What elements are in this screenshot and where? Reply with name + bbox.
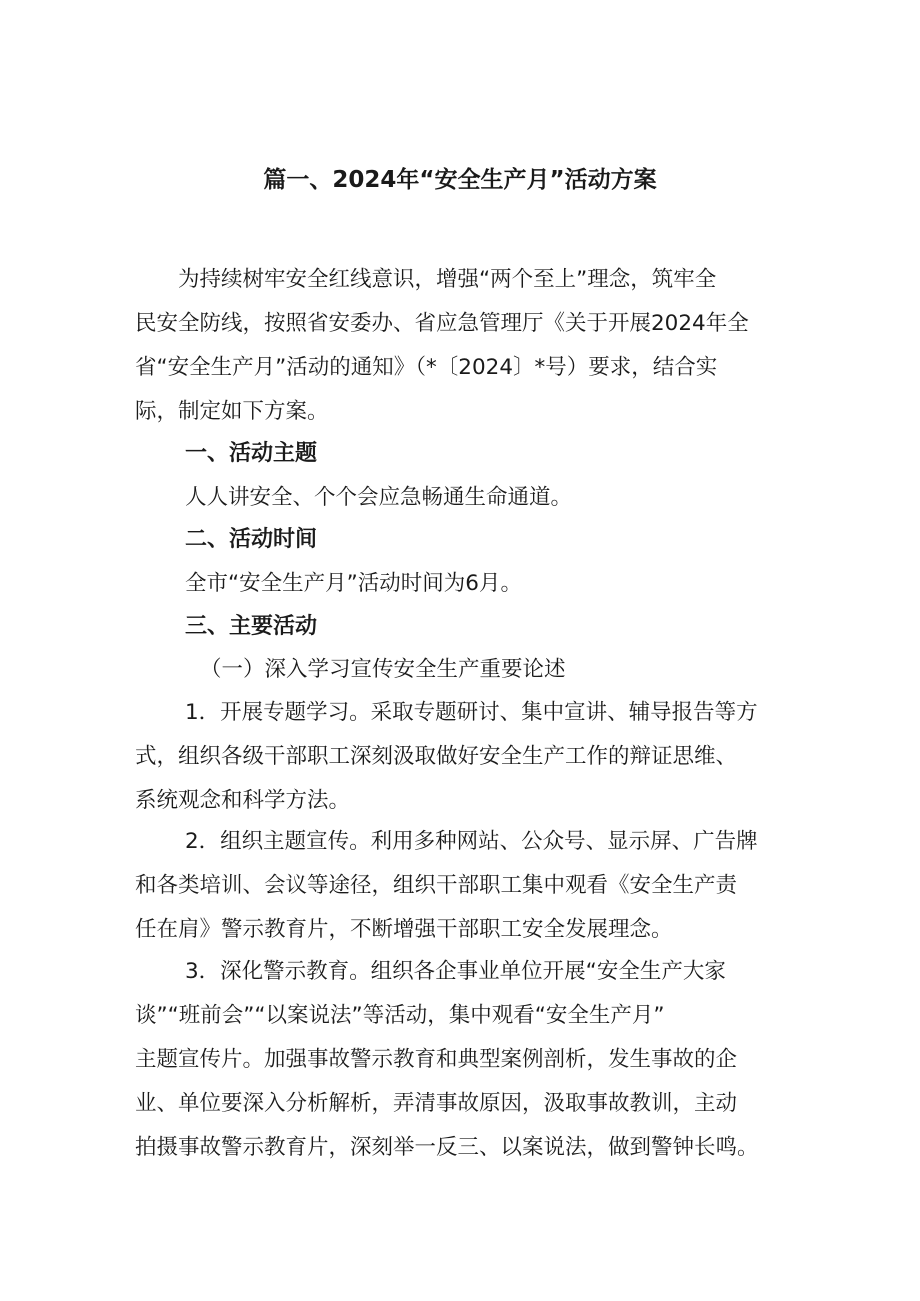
- item-line: 和各类培训、会议等途径，组织干部职工集中观看《安全生产责: [135, 873, 738, 898]
- section-text-time: 全市“安全生产月”活动时间为6月。: [185, 571, 522, 596]
- item-line: 2．组织主题宣传。利用多种网站、公众号、显示屏、广告牌: [185, 829, 758, 854]
- item-line: 业、单位要深入分析解析，弄清事故原因，汲取事故教训，主动: [135, 1091, 738, 1116]
- section-heading-activities: 三、主要活动: [185, 614, 318, 639]
- intro-line: 民安全防线，按照省安委办、省应急管理厅《关于开展2024年全: [135, 311, 749, 336]
- section-text-theme: 人人讲安全、个个会应急畅通生命通道。: [185, 485, 573, 510]
- item-1-paragraph: [135, 691, 800, 823]
- section-heading-time: 二、活动时间: [185, 527, 318, 552]
- intro-line: 际，制定如下方案。: [135, 399, 329, 424]
- item-line: 3．深化警示教育。组织各企事业单位开展“安全生产大家: [185, 959, 726, 984]
- item-line: 任在肩》警示教育片，不断增强干部职工安全发展理念。: [135, 917, 673, 942]
- section-heading-theme: 一、活动主题: [185, 441, 318, 466]
- intro-line: 为持续树牢安全红线意识，增强“两个至上”理念，筑牢全: [178, 267, 717, 292]
- intro-paragraph: [135, 258, 800, 434]
- item-line: 主题宣传片。加强事故警示教育和典型案例剖析，发生事故的企: [135, 1047, 738, 1072]
- item-3-paragraph: [135, 950, 800, 1170]
- item-line: 谈”“班前会”“以案说法”等活动，集中观看“安全生产月”: [135, 1003, 665, 1028]
- item-line: 拍摄事故警示教育片，深刻举一反三、以案说法，做到警钟长鸣。: [135, 1135, 759, 1160]
- item-2-paragraph: [135, 820, 800, 952]
- item-line: 系统观念和科学方法。: [135, 788, 351, 813]
- item-line: 式，组织各级干部职工深刻汲取做好安全生产工作的辩证思维、: [135, 744, 738, 769]
- item-line: 1．开展专题学习。采取专题研讨、集中宣讲、辅导报告等方: [185, 700, 758, 725]
- document-title: 篇一、2024年“安全生产月”活动方案: [263, 167, 657, 193]
- intro-line: 省“安全生产月”活动的通知》（*〔2024〕*号）要求，结合实: [135, 355, 718, 380]
- subsection-heading-1: （一）深入学习宣传安全生产重要论述: [200, 657, 566, 682]
